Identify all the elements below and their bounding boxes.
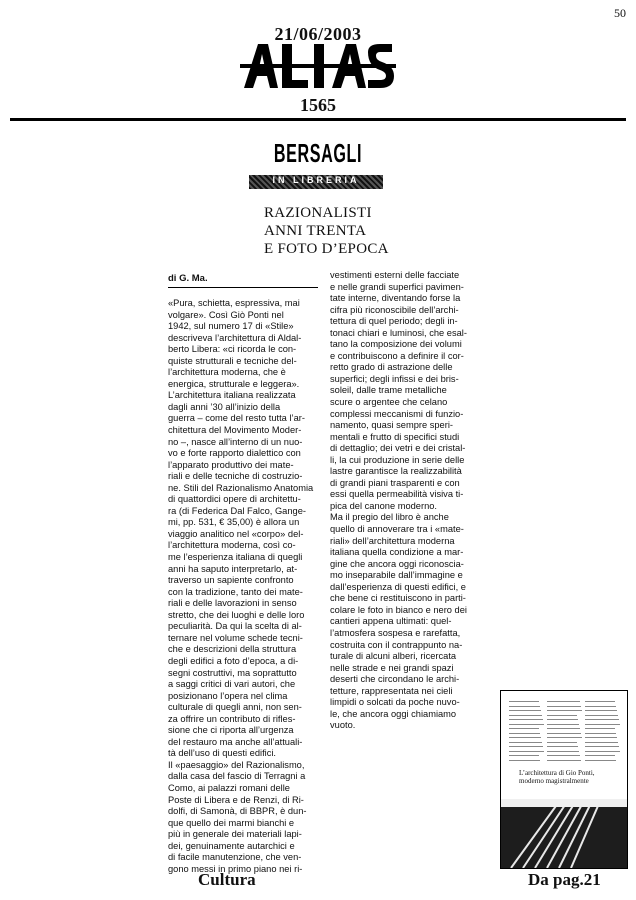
text-line: con la tradizione, tanto dei mate- xyxy=(168,586,303,597)
thumbnail-line xyxy=(585,751,620,752)
text-line: descriveva l’architettura di Aldal- xyxy=(168,332,302,343)
issue-date: 21/06/2003 xyxy=(274,24,362,44)
headline-line: RAZIONALISTI xyxy=(264,205,372,221)
text-line: chitettura del Movimento Moder- xyxy=(168,425,302,436)
text-line: quiste strutturali e tecniche del- xyxy=(168,355,297,366)
text-line: tetture, rappresentata nei cieli xyxy=(330,685,453,696)
thumbnail-line xyxy=(547,724,579,725)
thumbnail-line xyxy=(585,728,615,729)
text-line: e contribuiscono a definire il cor- xyxy=(330,350,464,361)
text-line: dolfi, di Samonà, di BBPR, è dun- xyxy=(168,806,307,817)
byline-rule xyxy=(168,287,318,288)
text-line: ne. Stili del Razionalismo Anatomia xyxy=(168,482,314,493)
text-line: dalla casa del fascio di Terragni a xyxy=(168,771,306,782)
text-line: l’architettura moderna, così co- xyxy=(168,540,296,551)
text-line: stretto, che dei luoghi e delle loro xyxy=(168,609,305,620)
text-line: Poste di Libera e de Renzi, di Ri- xyxy=(168,794,304,805)
text-line: colare le foto in bianco e nero dei xyxy=(330,604,467,615)
text-line: che bene ci restituiscono in parti- xyxy=(330,593,466,604)
thumbnail-line xyxy=(509,755,539,756)
thumbnail-line xyxy=(585,746,619,747)
text-line: lastre garantisce la realizzabilità xyxy=(330,466,462,477)
thumbnail-line xyxy=(585,701,615,702)
text-line: a saggi critici di vari autori, che xyxy=(168,679,296,690)
thumbnail-line xyxy=(509,728,539,729)
text-line: «Pura, schietta, espressiva, mai xyxy=(168,298,300,308)
text-line: anni ha saputo interpretarlo, at- xyxy=(168,563,298,574)
text-line: me l’esperienza italiana di quegli xyxy=(168,552,303,563)
text-line: tettura di quel periodo; degli in- xyxy=(330,316,458,327)
cover-thumbnail xyxy=(500,690,628,869)
text-line: Il «paesaggio» del Razionalismo, xyxy=(168,759,305,770)
text-line: costruita con il contrappunto na- xyxy=(330,639,463,650)
article-headline xyxy=(264,204,514,258)
text-line: tonaci chiari e luminosi, che esal- xyxy=(330,327,467,338)
thumbnail-line xyxy=(547,755,580,756)
thumbnail-line xyxy=(585,742,618,743)
thumbnail-line xyxy=(509,746,543,747)
text-line: e nelle grandi superfici pavimen- xyxy=(330,281,464,292)
thumbnail-line xyxy=(509,719,543,720)
text-line: di quattordici opere di architettu- xyxy=(168,494,301,505)
thumbnail-line xyxy=(547,728,580,729)
text-line: scure o argentee che celano xyxy=(330,397,448,408)
text-line: dall’esperienza di questi edifici, e xyxy=(330,581,466,592)
thumbnail-line xyxy=(509,706,540,707)
thumbnail-line xyxy=(547,737,582,738)
thumbnail-line xyxy=(585,710,617,711)
text-line: di facile manutenzione, che ven- xyxy=(168,852,302,863)
text-line: guerra – come del resto tutta l’ar- xyxy=(168,413,305,424)
text-line: Como, ai palazzi romani delle xyxy=(168,782,290,793)
text-line: di dettaglio; dei vetri e dei cristal- xyxy=(330,443,466,454)
text-line: cantieri appena ultimati: quel- xyxy=(330,616,452,627)
text-line: l’atmosfera sospesa e rarefatta, xyxy=(330,627,461,638)
masthead-logo xyxy=(240,38,396,99)
thumbnail-line xyxy=(509,701,539,702)
thumbnail-line xyxy=(547,751,579,752)
text-line: namento, quasi sempre speri- xyxy=(330,420,453,431)
text-line: nelle strade e nei grandi spazi xyxy=(330,662,454,673)
text-line: mi, pp. 531, € 35,00) è allora un xyxy=(168,517,300,528)
text-line: no –, nasce all’interno di un nuo- xyxy=(168,436,303,447)
text-line: che e descrizioni della struttura xyxy=(168,644,297,655)
header-rule xyxy=(10,118,626,121)
text-line: ra (di Federica Dal Falco, Gange- xyxy=(168,505,306,516)
text-line: dagli anni ’30 all’inizio della xyxy=(168,401,281,412)
text-line: gine che ancora oggi riconoscia- xyxy=(330,558,464,569)
thumbnail-photo xyxy=(501,799,627,868)
article-column-1 xyxy=(168,298,318,875)
text-line: più in generale dei materiali lapi- xyxy=(168,829,302,840)
text-line: sione che ci riporta all’urgenza xyxy=(168,725,294,736)
thumbnail-line xyxy=(509,710,541,711)
text-line: le, che ancora oggi chiamiamo xyxy=(330,708,457,719)
text-line: retto grado di astrazione delle xyxy=(330,362,453,373)
thumbnail-line xyxy=(585,760,616,761)
thumbnail-line xyxy=(509,760,540,761)
thumbnail-line xyxy=(547,719,578,720)
text-line: quello di annoverare tra i «mate- xyxy=(330,524,464,535)
text-line: tate interne, diventando forse la xyxy=(330,293,461,304)
text-line: 1942, sul numero 17 di «Stile» xyxy=(168,321,294,332)
thumbnail-line xyxy=(547,742,577,743)
footer-section: Cultura xyxy=(198,870,256,889)
thumbnail-line xyxy=(585,755,615,756)
text-line: Ma il pregio del libro è anche xyxy=(330,512,449,523)
text-line: L’architettura italiana realizzata xyxy=(168,390,296,401)
text-line: vestimenti esterni delle facciate xyxy=(330,270,460,280)
text-line: berto Libera: «ci ricorda le con- xyxy=(168,344,297,355)
text-line: vo e forte rapporto dialettico con xyxy=(168,448,301,459)
text-line: riali e delle tecniche di costruzio- xyxy=(168,471,303,482)
text-line: ternare nel volume schede tecni- xyxy=(168,632,303,643)
article-column-2 xyxy=(330,270,490,732)
text-line: volgare». Così Giò Ponti nel xyxy=(168,309,284,320)
text-line: superfici; degli infissi e dei bris- xyxy=(330,373,459,384)
text-line: di grandi piani trasparenti e con xyxy=(330,477,460,488)
text-line: deserti che circondano le archi- xyxy=(330,674,460,685)
thumbnail-line xyxy=(547,701,580,702)
text-line: tà dell’uso di questi edifici. xyxy=(168,748,277,759)
text-line: vuoto. xyxy=(330,720,356,731)
thumbnail-line xyxy=(585,706,616,707)
page-number: 50 xyxy=(614,6,626,20)
text-line: traverso un sapiente confronto xyxy=(168,575,294,586)
byline: di G. Ma. xyxy=(168,273,208,284)
thumbnail-line xyxy=(585,719,619,720)
footer-continuation: Da pag.21 xyxy=(528,870,601,889)
text-line: za offrire un contributo di rifles- xyxy=(168,713,296,724)
issue-number: 1565 xyxy=(300,95,336,115)
text-line: peculiarità. Da qui la scelta di al- xyxy=(168,621,302,632)
thumbnail-line xyxy=(547,760,581,761)
text-line: li, la cui produzione in serie delle xyxy=(330,454,465,465)
thumbnail-line xyxy=(509,737,541,738)
text-line: viaggio analitico nel «corpo» del- xyxy=(168,528,304,539)
text-line: mo inseparabile dall’immagine e xyxy=(330,570,463,581)
thumbnail-caption: L’architettura di Gio Ponti, moderno magistralmente xyxy=(519,769,595,785)
text-line: italiana quella condizione a mar- xyxy=(330,547,464,558)
text-line: del restauro ma anche all’attuali- xyxy=(168,736,303,747)
thumbnail-line xyxy=(509,733,540,734)
text-line: tano la composizione dei volumi xyxy=(330,339,462,350)
text-line: l’architettura moderna, che è xyxy=(168,367,286,378)
text-line: essi quella permeabilità visiva ti- xyxy=(330,489,464,500)
section-rubric-title: BERSAGLI xyxy=(273,138,363,168)
text-line: degli edifici a foto d’epoca, a di- xyxy=(168,655,299,666)
thumbnail-line xyxy=(509,724,544,725)
headline-line: E FOTO D’EPOCA xyxy=(264,241,389,257)
text-line: l’apparato produttivo dei mate- xyxy=(168,459,294,470)
text-line: pica del canone moderno. xyxy=(330,500,437,511)
thumbnail-line xyxy=(509,751,544,752)
thumbnail-line xyxy=(547,715,577,716)
thumbnail-line xyxy=(547,706,581,707)
thumbnail-line xyxy=(585,724,620,725)
thumbnail-line xyxy=(585,715,618,716)
text-line: culturale di quegli anni, non sen- xyxy=(168,702,302,713)
headline-line: ANNI TRENTA xyxy=(264,223,367,239)
text-line: soleil, dalle trame metalliche xyxy=(330,385,447,396)
text-line: cifra più riconoscibile dell’archi- xyxy=(330,304,459,315)
text-line: mentali e frutto di specifici studi xyxy=(330,431,460,442)
text-line: gono messi in primo piano nei ri- xyxy=(168,863,303,874)
text-line: que quello dei marmi bianchi e xyxy=(168,817,295,828)
thumbnail-line xyxy=(547,733,581,734)
text-line: complessi meccanismi di funzio- xyxy=(330,408,464,419)
thumbnail-line xyxy=(585,737,617,738)
text-line: riali» dell’architettura moderna xyxy=(330,535,455,546)
thumbnail-line xyxy=(509,742,542,743)
text-line: posizionano l’opera nel clima xyxy=(168,690,288,701)
text-line: turale di alcuni alberi, ricercata xyxy=(330,651,457,662)
thumbnail-line xyxy=(585,733,616,734)
section-rubric-subtitle: IN LIBRERIA xyxy=(272,175,360,185)
thumbnail-line xyxy=(547,746,578,747)
text-line: segni costruttivi, ma soprattutto xyxy=(168,667,297,678)
text-line: energica, strutturale e leggera». xyxy=(168,378,300,389)
text-line: riali e delle lavorazioni in senso xyxy=(168,598,297,609)
text-line: limpidi o solcati da poche nuvo- xyxy=(330,697,460,708)
thumbnail-line xyxy=(547,710,582,711)
text-line: dei, genuinamente autarchici e xyxy=(168,840,295,851)
thumbnail-line xyxy=(509,715,542,716)
